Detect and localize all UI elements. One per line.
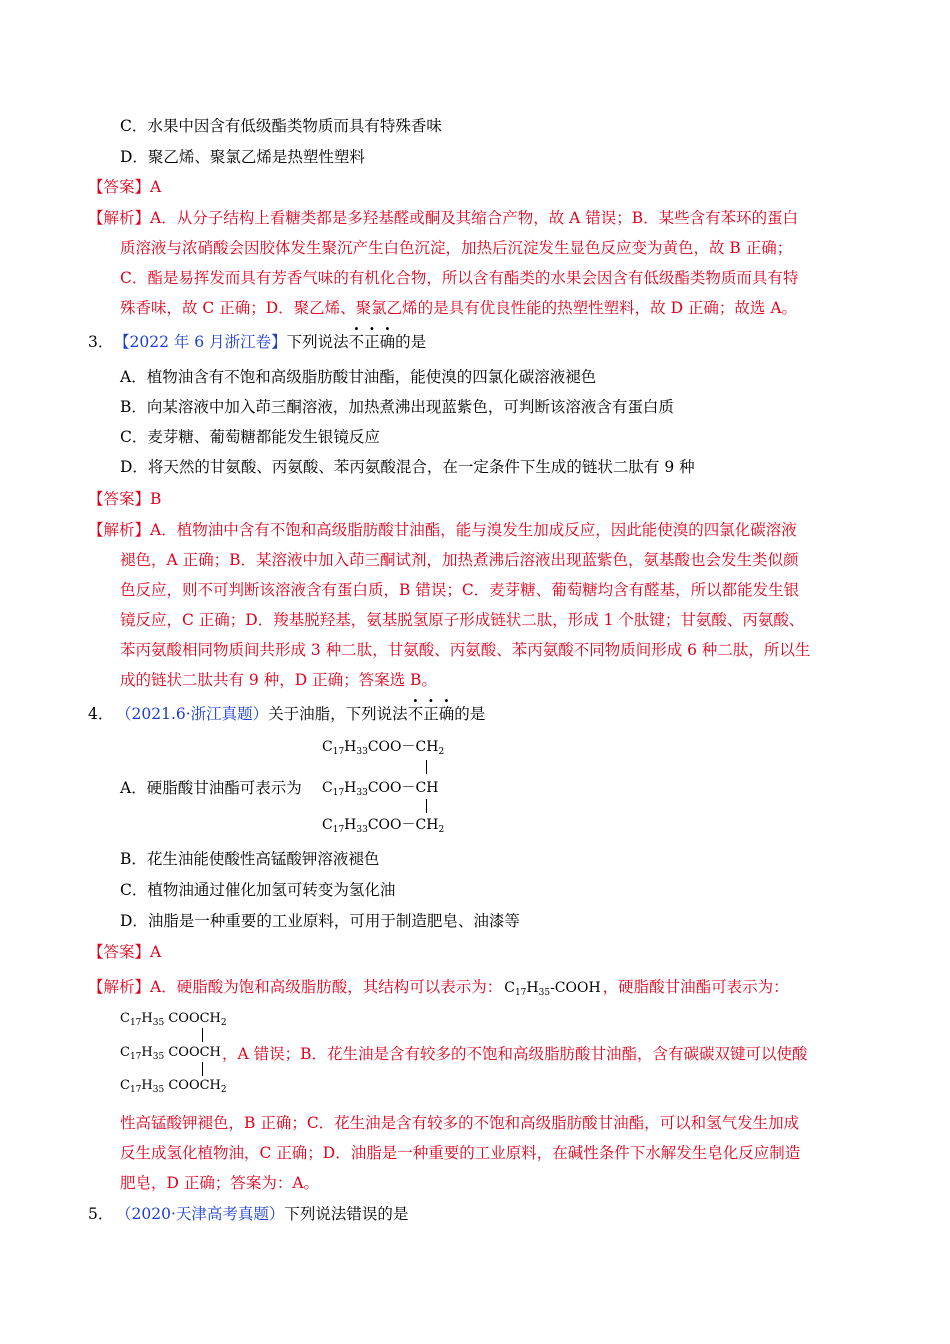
emphasis-char: 正 [423, 705, 439, 723]
stem-text: 下列说法 [286, 333, 349, 351]
q4-analysis-line-2: ，A 错误；B．花生油是含有较多的不饱和高级脂肪酸甘油酯，含有碳碳双键可以使酸 [222, 1045, 808, 1063]
formula-row-1: $C_{17}H_{33}COO-CH_2$ [322, 739, 445, 757]
answer-tag: 【答案】 [88, 490, 151, 508]
answer-value: A [150, 943, 162, 961]
answer-value: A [150, 178, 162, 196]
answer-tag: 【答案】 [88, 178, 151, 196]
analysis-tag: 【解析】 [88, 521, 151, 539]
stem-text: 的是 [454, 705, 486, 723]
q4-source: （2021.6·浙江真题） [116, 705, 269, 723]
q4-option-c: C．植物油通过催化加氢可转变为氢化油 [120, 881, 396, 899]
q5-stem [116, 1203, 408, 1225]
q2-analysis-line-1 [88, 207, 798, 229]
q3-analysis-line-6: 成的链状二肽共有 9 种，D 正确；答案选 B。 [120, 671, 437, 689]
emphasis-char: 确 [379, 333, 396, 351]
q3-option-a: A．植物油含有不饱和高级脂肪酸甘油酯，能使溴的四氯化碳溶液褪色 [120, 368, 597, 386]
stem-text: 关于油脂，下列说法 [268, 705, 408, 723]
emphasis-char: 不 [348, 333, 365, 351]
q2-analysis-line-3: C．酯是易挥发而具有芳香气味的有机化合物，所以含有酯类的水果会因含有低级酯类物质而具有特 [120, 269, 799, 287]
analysis-text: A．植物油中含有不饱和高级脂肪酸甘油酯，能与溴发生加成反应，因此能使溴的四氯化碳溶液 [150, 521, 797, 539]
q4-analysis-line-5: 肥皂，D 正确；答案为：A。 [120, 1174, 320, 1192]
q3-analysis-line-3: 色反应，则不可判断该溶液含有蛋白质，B 错误；C．麦芽糖、葡萄糖均含有醛基，所以都能发生银 [120, 581, 800, 599]
analysis-text: A．硬脂酸为饱和高级脂肪酸，其结构可以表示为： [150, 978, 503, 996]
answer-value: B [150, 490, 162, 508]
analysis-formula-row-2: $C_{17}H_{35}$ COOCH [120, 1045, 221, 1062]
q3-analysis-line-1 [88, 519, 797, 541]
q4-option-b: B．花生油能使酸性高锰酸钾溶液褪色 [120, 850, 380, 868]
q4-number: 4． [88, 705, 114, 723]
stem-text: 下列说法错误的是 [284, 1205, 409, 1223]
q5-source: （2020·天津高考真题） [116, 1205, 285, 1223]
analysis-formula-row-3: $C_{17}H_{35}$ $COOCH_2$ [120, 1078, 227, 1095]
q3-analysis-line-5: 苯丙氨酸相同物质间共形成 3 种二肽，甘氨酸、丙氨酸、苯丙氨酸不同物质间形成 6 种二肽，所以生 [120, 641, 811, 659]
q5-number: 5． [88, 1205, 114, 1223]
q3-option-d: D．将天然的甘氨酸、丙氨酸、苯丙氨酸混合，在一定条件下生成的链状二肽有 9 种 [120, 458, 695, 476]
bond-line [202, 1028, 203, 1042]
inline-formula: $C_{17}H_{35}$-COOH [504, 980, 601, 998]
bond-line [426, 799, 427, 813]
q2-option-c: C．水果中因含有低级酯类物质而具有特殊香味 [120, 117, 442, 135]
emphasis-char: 不 [407, 705, 424, 723]
q4-analysis-line-1 [88, 976, 789, 1004]
analysis-formula-row-1: $C_{17}H_{35}$ $COOCH_2$ [120, 1011, 227, 1028]
answer-tag: 【答案】 [88, 943, 151, 961]
q2-analysis-line-2: 质溶液与浓硝酸会因胶体发生聚沉产生白色沉淀，加热后沉淀发生显色反应变为黄色，故 B 正确； [120, 239, 793, 257]
stem-text: 的是 [395, 333, 427, 351]
analysis-text: A．从分子结构上看糖类都是多羟基醛或酮及其缩合产物，故 A 错误；B．某些含有苯环的蛋白 [150, 209, 799, 227]
emphasis-char: 正 [364, 333, 380, 351]
q3-analysis-line-4: 镜反应，C 正确；D．羧基脱羟基，氨基脱氢原子形成链状二肽，形成 1 个肽键；甘氨酸、丙氨酸、 [120, 611, 805, 629]
q3-analysis-line-2: 褪色，A 正确；B．某溶液中加入茚三酮试剂，加热煮沸后溶液出现蓝紫色，氨基酸也会发生类似颜 [120, 551, 799, 569]
q4-analysis-line-4: 反生成氢化植物油，C 正确；D．油脂是一种重要的工业原料，在碱性条件下水解发生皂化反应制造 [120, 1144, 801, 1162]
q3-number: 3． [88, 333, 114, 351]
q2-option-d: D．聚乙烯、聚氯乙烯是热塑性塑料 [120, 148, 365, 166]
analysis-tag: 【解析】 [88, 978, 151, 996]
analysis-text: ，硬脂酸甘油酯可表示为： [602, 978, 789, 996]
emphasis-char: 确 [438, 705, 455, 723]
q2-analysis-line-4: 殊香味，故 C 正确；D．聚乙烯、聚氯乙烯的是具有优良性能的热塑性塑料，故 D 正确；故选 A。 [120, 299, 798, 317]
q4-stem [116, 703, 485, 725]
bond-line [426, 760, 427, 774]
q3-option-b: B．向某溶液中加入茚三酮溶液，加热煮沸出现蓝紫色，可判断该溶液含有蛋白质 [120, 398, 674, 416]
q3-answer [88, 488, 161, 510]
q4-option-a-label: A．硬脂酸甘油酯可表示为 [120, 779, 302, 797]
analysis-tag: 【解析】 [88, 209, 151, 227]
formula-row-2: $C_{17}H_{33}COO-CH$ [322, 780, 439, 798]
q2-answer [88, 176, 161, 198]
q4-analysis-line-3: 性高锰酸钾褪色，B 正确；C．花生油是含有较多的不饱和高级脂肪酸甘油酯，可以和氢气发生加成 [120, 1114, 800, 1132]
formula-row-3: $C_{17}H_{33}COO-CH_2$ [322, 817, 445, 835]
q3-stem [114, 331, 426, 353]
q4-option-d: D．油脂是一种重要的工业原料，可用于制造肥皂、油漆等 [120, 912, 520, 930]
q4-answer [88, 941, 161, 963]
bond-line [202, 1062, 203, 1076]
q3-source: 【2022 年 6 月浙江卷】 [114, 333, 287, 351]
q3-option-c: C．麦芽糖、葡萄糖都能发生银镜反应 [120, 428, 380, 446]
